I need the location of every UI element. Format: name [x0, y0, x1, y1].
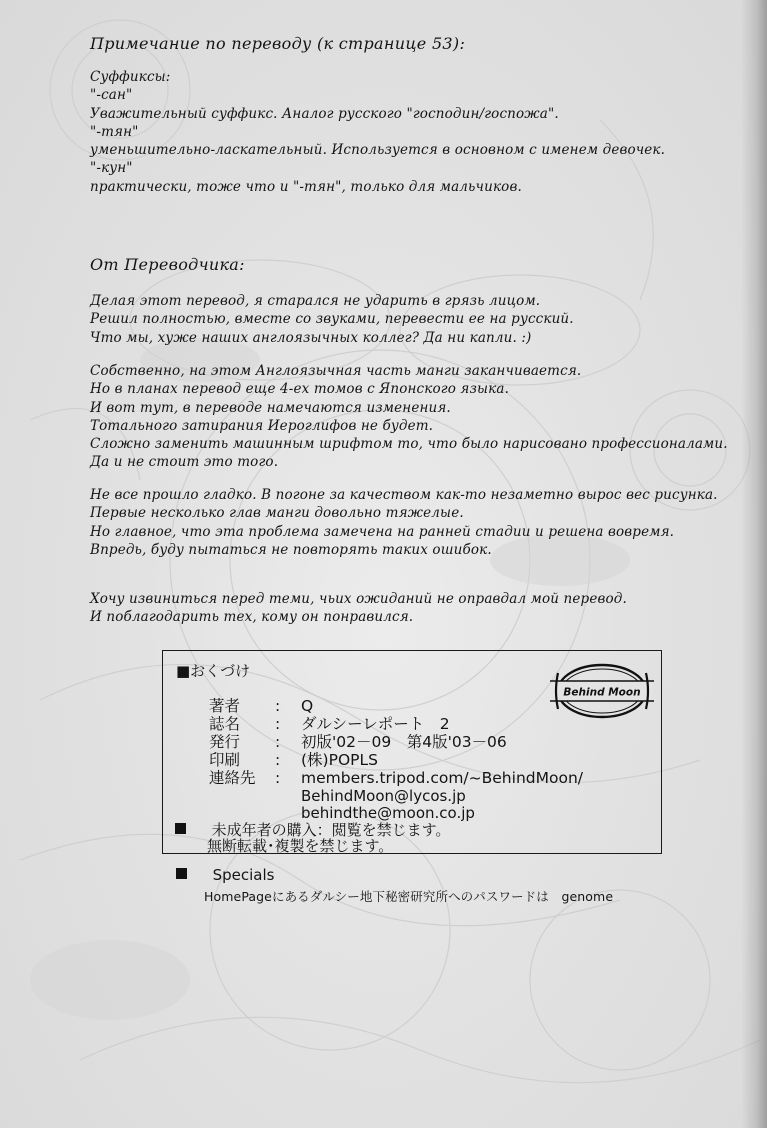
text-line: Собственно, на этом Англоязычная часть манги заканчивается.: [90, 363, 582, 379]
text-line: Хочу извиниться перед теми, чьих ожиданий не оправдал мой перевод.: [90, 591, 627, 607]
row-value: ダルシーレポート 2: [301, 715, 450, 733]
text-line: "-тян": [90, 123, 139, 140]
row-key: 著者: [209, 697, 241, 715]
page-edge-shadow: [741, 0, 767, 1128]
notice-copyright: [207, 835, 393, 856]
text-line: Но в планах перевод еще 4-ех томов с Японского языка.: [90, 381, 510, 398]
text-line: Не все прошло гладко. В погоне за качеством как-то незаметно вырос вес рисунка.: [90, 487, 718, 503]
contact-email-2: behindthe@moon.co.jp: [301, 804, 475, 822]
row-value: Q: [301, 697, 314, 715]
translator-paragraph-3: [90, 486, 718, 559]
row-colon: :: [275, 751, 281, 769]
text-line: Что мы, хуже наших англоязычных коллег? Да ни капли. :): [90, 329, 532, 346]
colophon-box: [162, 650, 662, 854]
notice-text: 無断転載･複製を禁じます。: [207, 837, 394, 855]
row-key: 連絡先: [209, 769, 256, 787]
row-key: 誌名: [209, 715, 241, 733]
row-colon: :: [275, 697, 281, 715]
text-line: Уважительный суффикс. Аналог русского "господин/госпожа".: [90, 105, 559, 122]
square-bullet-icon: [175, 823, 186, 834]
text-line: "-сан": [90, 87, 133, 104]
row-value: 初版'02－09 第4版'03－06: [301, 733, 507, 751]
text-line: уменьшительно-ласкательный. Используется в основном с именем девочек.: [90, 142, 666, 159]
specials-title: Specials: [212, 866, 275, 884]
row-key: 発行: [209, 733, 241, 751]
logo-text: Behind Moon: [563, 686, 641, 699]
translation-note-body: [90, 68, 665, 196]
translator-heading: От Переводчика:: [90, 255, 245, 274]
translator-paragraph-2: [90, 362, 728, 472]
row-colon: :: [275, 733, 281, 751]
row-value: (株)POPLS: [301, 751, 378, 769]
contact-email-1: BehindMoon@lycos.jp: [301, 787, 466, 805]
translation-note-heading: Примечание по переводу (к странице 53):: [90, 34, 466, 53]
text-line: Впредь, буду пытаться не повторять таких ошибок.: [90, 541, 492, 558]
text-line: Суффиксы:: [90, 69, 171, 85]
text-line: Решил полностью, вместе со звуками, перевести ее на русский.: [90, 311, 574, 328]
row-value: members.tripod.com/~BehindMoon/: [301, 769, 583, 787]
specials-text: HomePageにあるダルシー地下秘密研究所へのパスワードは genome: [204, 889, 614, 904]
row-colon: :: [275, 715, 281, 733]
text-line: Сложно заменить машинным шрифтом то, что было нарисовано профессионалами.: [90, 436, 728, 453]
translator-paragraph-1: [90, 292, 574, 347]
text-line: практически, тоже что и "-тян", только для мальчиков.: [90, 178, 522, 195]
row-colon: :: [275, 769, 281, 787]
text-line: Но главное, что эта проблема замечена на ранней стадии и решена вовремя.: [90, 523, 675, 540]
text-line: "-кун": [90, 160, 133, 177]
square-bullet-icon: [176, 868, 187, 879]
text-line: Да и не стоит это того.: [90, 454, 279, 471]
behind-moon-logo: [548, 659, 656, 723]
text-line: Делая этот перевод, я старался не ударить в грязь лицом.: [90, 293, 541, 309]
translator-paragraph-4: [90, 590, 627, 627]
row-key: 印刷: [209, 751, 241, 769]
text-line: Первые несколько глав манги довольно тяжелые.: [90, 505, 464, 522]
colophon-title: ■おくづけ: [176, 662, 251, 680]
notice-text: 未成年者の購入：閲覧を禁じます。: [211, 821, 451, 839]
specials-heading: [176, 866, 274, 884]
text-line: И вот тут, в переводе намечаются изменения.: [90, 399, 451, 416]
text-line: И поблагодарить тех, кому он понравился.: [90, 609, 414, 626]
text-line: Тотального затирания Иероглифов не будет.: [90, 417, 434, 434]
